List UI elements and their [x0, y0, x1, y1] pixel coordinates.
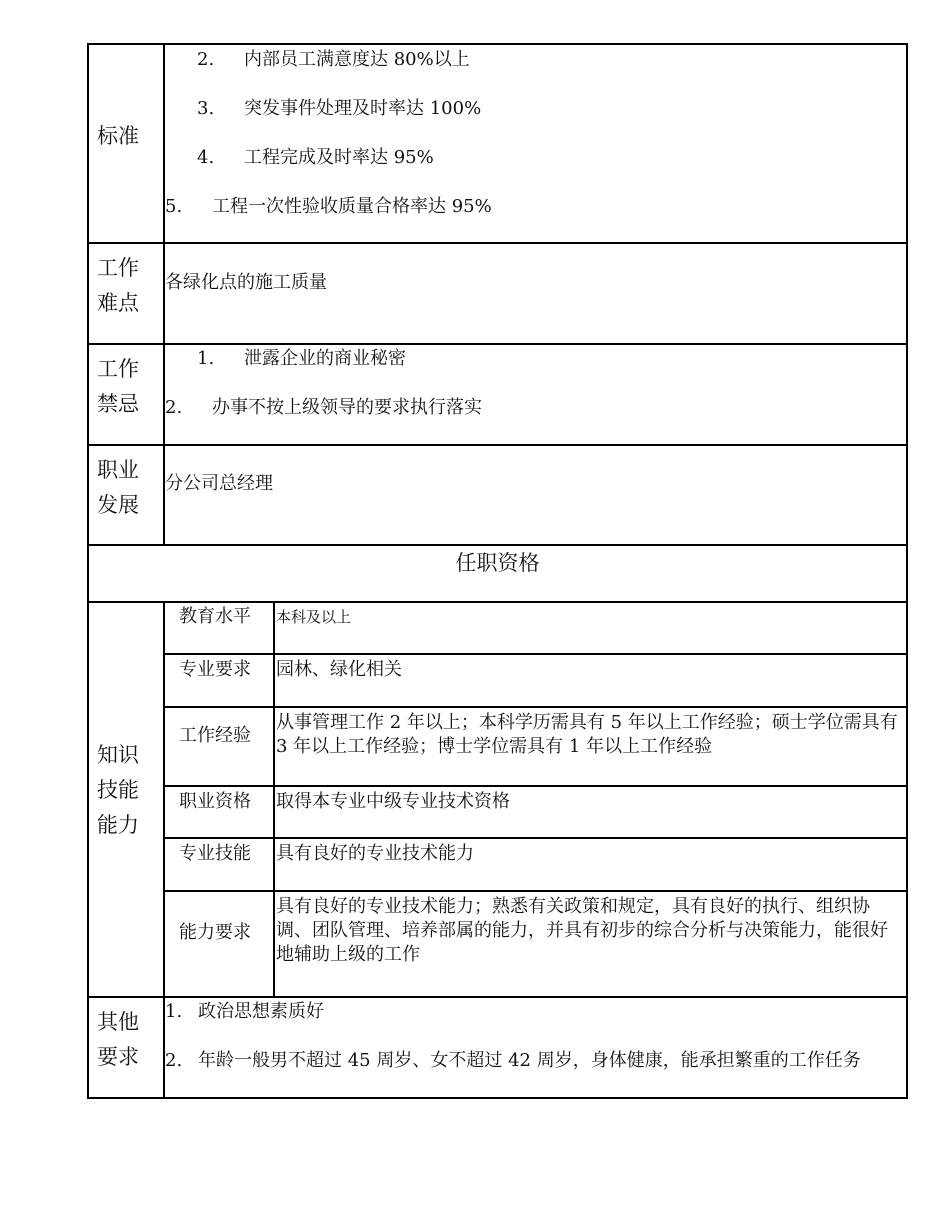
knowledge-key: 专业要求	[179, 659, 251, 680]
knowledge-label: 知识 技能 能力	[97, 743, 139, 837]
list-item: 2. 内部员工满意度达 80%以上	[197, 49, 470, 70]
knowledge-key: 职业资格	[179, 791, 251, 812]
knowledge-value: 具有良好的专业技术能力；熟悉有关政策和规定，具有良好的执行、组织协调、团队管理、培养部属的能力，并具有初步的综合分析与决策能力，能很好地辅助上级的工作	[276, 896, 888, 965]
career-text: 分公司总经理	[165, 473, 273, 494]
knowledge-key: 工作经验	[179, 725, 251, 746]
qualification-header: 任职资格	[455, 551, 540, 575]
other-label: 其他 要求	[97, 1010, 139, 1069]
list-item: 2. 办事不按上级领导的要求执行落实	[165, 397, 482, 418]
difficulty-text: 各绿化点的施工质量	[165, 272, 327, 293]
list-item: 1. 政治思想素质好	[165, 1001, 324, 1022]
career-label: 职业 发展	[97, 458, 139, 517]
knowledge-value: 取得本专业中级专业技术资格	[276, 791, 510, 812]
standard-label: 标准	[97, 124, 139, 148]
knowledge-value: 园林、绿化相关	[276, 659, 402, 680]
knowledge-value: 具有良好的专业技术能力	[276, 843, 474, 864]
list-item: 4. 工程完成及时率达 95%	[197, 147, 434, 168]
list-item: 1. 泄露企业的商业秘密	[197, 348, 406, 369]
knowledge-key: 能力要求	[179, 922, 251, 943]
difficulty-label: 工作 难点	[97, 256, 139, 315]
list-item: 2. 年龄一般男不超过 45 周岁、女不超过 42 周岁，身体健康，能承担繁重的工作任务	[165, 1050, 861, 1071]
knowledge-key: 教育水平	[179, 606, 251, 627]
list-item: 5. 工程一次性验收质量合格率达 95%	[165, 196, 492, 217]
knowledge-key: 专业技能	[179, 843, 251, 864]
prohibition-label: 工作 禁忌	[97, 357, 139, 416]
knowledge-value: 本科及以上	[276, 608, 352, 626]
list-item: 3. 突发事件处理及时率达 100%	[197, 98, 482, 119]
knowledge-value: 从事管理工作 2 年以上；本科学历需具有 5 年以上工作经验；硕士学位需具有 3 年以上工作经验；博士学位需具有 1 年以上工作经验	[276, 712, 898, 757]
